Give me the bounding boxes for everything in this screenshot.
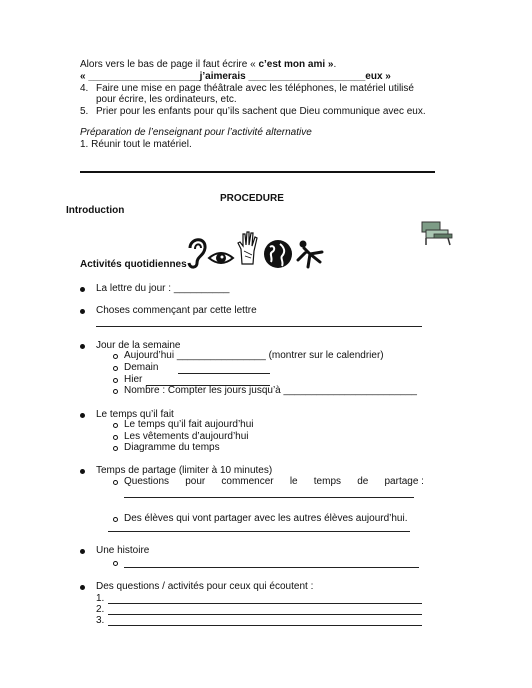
histoire-item: Une histoire	[96, 545, 150, 556]
answer-line	[108, 531, 410, 532]
bullet	[80, 344, 85, 349]
person-icon	[294, 238, 326, 273]
eye-icon	[207, 248, 235, 271]
list-item-text: Faire une mise en page théâtrale avec les téléphones, le matériel utilisé	[96, 83, 414, 94]
bullet	[80, 309, 85, 314]
temps-sub-item: Diagramme du temps	[124, 442, 220, 453]
eleves-item: Des élèves qui vont partager avec les autres élèves aujourd’hui.	[124, 513, 408, 524]
jour-item: Jour de la semaine	[96, 340, 181, 351]
temps-sub-item: Les vêtements d’aujourd’hui	[124, 431, 249, 442]
prep-title: Préparation de l’enseignant pour l’activité alternative	[80, 127, 312, 138]
sub-bullet	[113, 517, 118, 522]
fill-in-phrase: « ____________________j’aimerais _____________________eux »	[80, 71, 391, 82]
sub-bullet	[113, 435, 118, 440]
list-number: 3.	[96, 615, 105, 626]
procedure-title: PROCEDURE	[220, 193, 284, 204]
bullet	[80, 413, 85, 418]
sub-bullet	[113, 480, 118, 485]
list-number: 2.	[96, 604, 105, 615]
partage-item: Temps de partage (limiter à 10 minutes)	[96, 465, 273, 476]
ear-icon	[186, 236, 208, 273]
sub-bullet	[113, 354, 118, 359]
choses-item: Choses commençant par cette lettre	[96, 305, 257, 316]
temps-item: Le temps qu’il fait	[96, 409, 174, 420]
bullet	[80, 287, 85, 292]
list-item-text: pour écrire, les ordinateurs, etc.	[96, 94, 237, 105]
list-item-text: Prier pour les enfants pour qu’ils sachent que Dieu communique avec eux.	[96, 106, 426, 117]
sub-bullet	[113, 389, 118, 394]
instruction-line: Alors vers le bas de page il faut écrire « c’est mon ami ».	[80, 59, 337, 70]
section-divider	[80, 171, 435, 173]
answer-line	[178, 373, 270, 374]
questions-line: Questions pour commencer le temps de partage :	[124, 476, 424, 487]
hand-icon	[236, 231, 260, 268]
answer-line	[96, 326, 422, 327]
sub-bullet	[113, 446, 118, 451]
world-icon	[262, 238, 294, 273]
answer-line	[108, 614, 422, 615]
bullet	[80, 469, 85, 474]
answer-line	[124, 567, 419, 568]
sub-bullet	[113, 423, 118, 428]
answer-line	[108, 625, 422, 626]
bullet	[80, 585, 85, 590]
bullet	[80, 549, 85, 554]
list-number: 4.	[80, 83, 89, 94]
list-number: 5.	[80, 106, 89, 117]
list-number: 1.	[96, 593, 105, 604]
chair-icon	[420, 218, 456, 249]
lettre-item: La lettre du jour : __________	[96, 283, 230, 294]
temps-sub-item: Le temps qu’il fait aujourd’hui	[124, 419, 254, 430]
introduction-heading: Introduction	[66, 205, 125, 216]
prep-item: 1. Réunir tout le matériel.	[80, 139, 192, 150]
aujourdhui-item: Aujourd’hui ________________ (montrer sur le calendrier)	[124, 350, 384, 361]
activites-heading: Activités quotidiennes	[80, 259, 187, 270]
nombre-item: Nombre : Compter les jours jusqu’à ________________________	[124, 385, 417, 396]
demain-item: Demain	[124, 362, 159, 373]
hier-item: Hier	[124, 374, 143, 385]
sub-bullet	[113, 366, 118, 371]
questions-item: Des questions / activités pour ceux qui écoutent :	[96, 581, 314, 592]
sub-bullet	[113, 378, 118, 383]
answer-line	[108, 603, 422, 604]
answer-line	[124, 497, 414, 498]
sub-bullet	[113, 561, 118, 566]
